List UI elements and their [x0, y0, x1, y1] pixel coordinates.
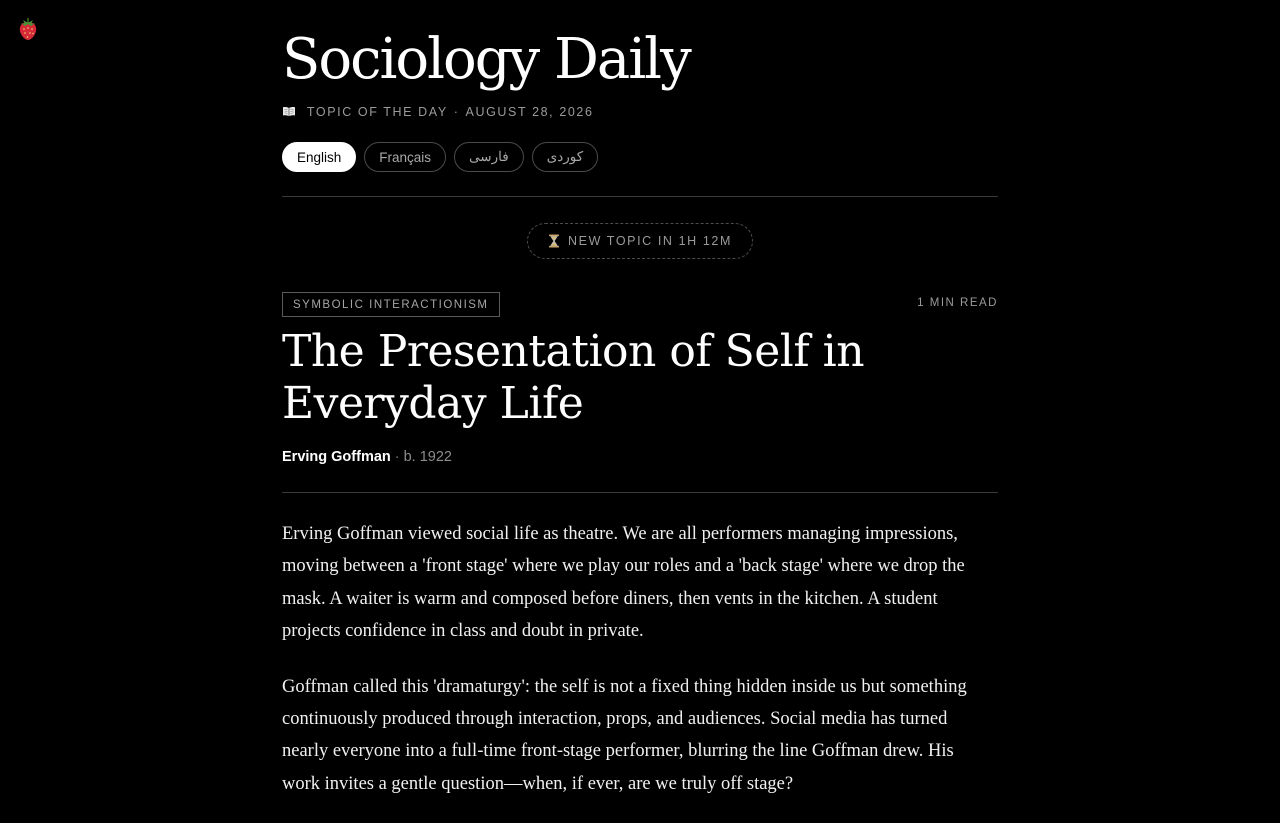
topic-date-line [282, 104, 594, 120]
subtitle-separator: · [453, 105, 460, 119]
article-paragraph: Goffman called this 'dramaturgy': the self is not a fixed thing hidden inside us but something continuously produced through interaction, props, and audiences. Social media has turned nearly everyone into a full-time front-stage performer, blurring the line Goffman drew. His work invites a gentle question—when, if ever, are we truly off stage? [282, 676, 967, 794]
author-birth-year: b. 1922 [403, 449, 452, 465]
byline-separator: · [394, 449, 400, 465]
author-name: Erving Goffman [282, 449, 391, 465]
site-title: Sociology Daily [282, 27, 690, 92]
article-body [282, 518, 998, 823]
lang-persian-button[interactable]: فارسی [454, 142, 524, 172]
timer-text: NEW TOPIC IN 1H 12M [568, 234, 732, 248]
lang-french-button[interactable]: Français [364, 142, 446, 172]
topic-date: AUGUST 28, 2026 [465, 105, 594, 119]
hourglass-icon [548, 234, 560, 248]
article-paragraph: Erving Goffman viewed social life as theatre. We are all performers managing impressions, moving between a 'front stage' where we play our roles and a 'back stage' where we drop the mask. A waiter is warm and composed before diners, then vents in the kitchen. A student projects confidence in class and doubt in private. [282, 524, 965, 642]
byline [282, 449, 452, 465]
article-title: The Presentation of Self in Everyday Life [282, 326, 865, 429]
language-selector [282, 142, 598, 172]
lang-kurdish-button[interactable]: کوردی [532, 142, 599, 172]
header-divider [282, 196, 998, 197]
category-tag: SYMBOLIC INTERACTIONISM [282, 292, 500, 317]
open-book-icon [282, 105, 307, 119]
lang-english-button[interactable]: English [282, 142, 356, 172]
read-time: 1 MIN READ [917, 297, 998, 309]
new-topic-timer [527, 223, 753, 259]
topic-label: TOPIC OF THE DAY [306, 105, 448, 119]
article-divider [282, 492, 998, 493]
timer-wrap [282, 223, 998, 259]
strawberry-icon [16, 17, 40, 41]
